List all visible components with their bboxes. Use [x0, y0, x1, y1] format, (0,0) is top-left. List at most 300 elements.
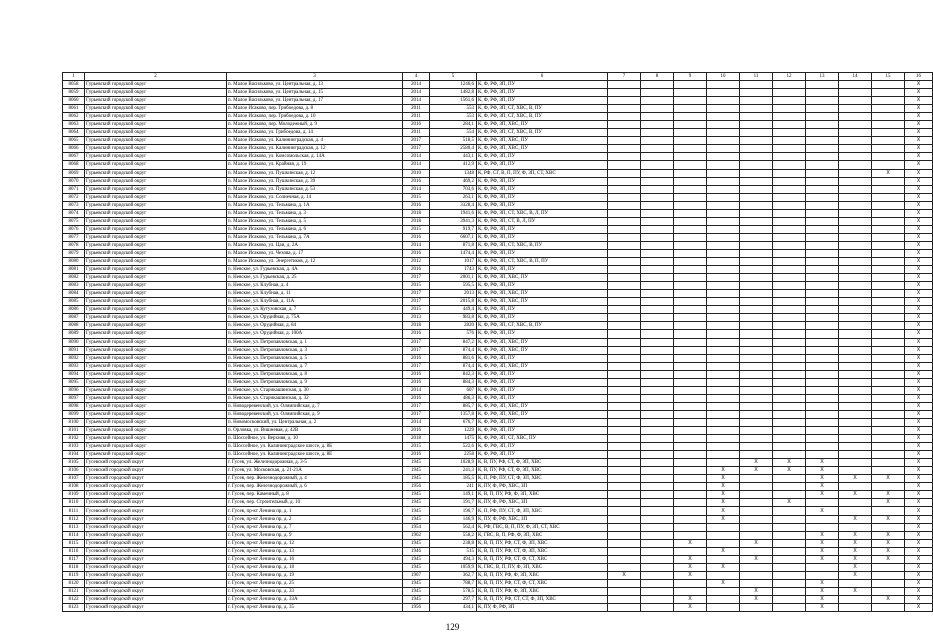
period-mark-cell-col-8: [641, 515, 674, 523]
area-cell: 562,4: [430, 523, 477, 531]
year-cell: 2016: [403, 233, 430, 241]
period-mark-cell-col-12: [773, 547, 806, 555]
table-row: [63, 97, 933, 105]
address-cell: п. Малое Васильково, ул. Центральная, д. 15: [227, 89, 403, 97]
address-cell: г. Гусев, ул. Железнодорожная, д. 3-5: [227, 459, 403, 467]
works-list-cell: К, ПУ, Ф, РФ, ХВС, ЗП: [477, 499, 608, 507]
period-mark-cell-col-10: X: [707, 491, 740, 499]
period-mark-cell-col-8: [641, 386, 674, 394]
period-mark-cell-col-9: [674, 89, 707, 97]
municipality-cell: Гусевский городской округ: [85, 491, 227, 499]
table-row: [63, 507, 933, 515]
period-mark-cell-col-12: [773, 330, 806, 338]
period-mark-cell-col-12: [773, 258, 806, 266]
period-mark-cell-col-13: [806, 89, 839, 97]
period-mark-cell-col-15: [872, 386, 905, 394]
table-row: [63, 467, 933, 475]
table-row: [63, 169, 933, 177]
period-mark-cell-col-12: [773, 298, 806, 306]
area-cell: 847,2: [430, 338, 477, 346]
area-cell: 412,9: [430, 161, 477, 169]
works-list-cell: К, Ф, РФ, ЗП, ХВС, ПУ: [477, 121, 608, 129]
period-mark-cell-col-14: [839, 604, 872, 612]
period-mark-cell-col-10: [707, 298, 740, 306]
period-mark-cell-col-10: [707, 81, 740, 89]
period-mark-cell-col-14: [839, 290, 872, 298]
period-mark-cell-col-9: [674, 258, 707, 266]
period-mark-cell-col-12: [773, 137, 806, 145]
period-mark-cell-col-10: X: [707, 515, 740, 523]
period-mark-cell-col-7: [608, 113, 641, 121]
works-list-cell: К, Ф, РФ, ЗП, ПУ: [477, 161, 608, 169]
period-mark-cell-col-10: [707, 274, 740, 282]
period-mark-cell-col-16: X: [905, 185, 933, 193]
period-mark-cell-col-10: [707, 97, 740, 105]
period-mark-cell-col-11: [740, 105, 773, 113]
period-mark-cell-col-16: X: [905, 451, 933, 459]
period-mark-cell-col-13: [806, 523, 839, 531]
period-mark-cell-col-11: [740, 161, 773, 169]
period-mark-cell-col-11: [740, 443, 773, 451]
period-mark-cell-col-15: [872, 338, 905, 346]
year-cell: 2012: [403, 258, 430, 266]
period-mark-cell-col-7: [608, 515, 641, 523]
municipality-cell: Гусевский городской округ: [85, 596, 227, 604]
period-mark-cell-col-11: [740, 354, 773, 362]
period-mark-cell-col-8: [641, 97, 674, 105]
period-mark-cell-col-14: [839, 338, 872, 346]
period-mark-cell-col-12: [773, 241, 806, 249]
period-mark-cell-col-10: [707, 587, 740, 595]
period-mark-cell-col-15: [872, 217, 905, 225]
period-mark-cell-col-9: [674, 394, 707, 402]
row-number-cell: 8083: [63, 282, 85, 290]
period-mark-cell-col-8: [641, 467, 674, 475]
area-cell: 553: [430, 105, 477, 113]
works-list-cell: К, Ф, РФ, ЗП, ХВС, ПУ: [477, 298, 608, 306]
address-cell: п. Невское, ул. Клубная, д. 4: [227, 282, 403, 290]
period-mark-cell-col-16: X: [905, 282, 933, 290]
period-mark-cell-col-8: [641, 129, 674, 137]
works-list-cell: К, Ф, РФ, ЗП, ПУ: [477, 330, 608, 338]
area-cell: 2580,4: [430, 145, 477, 153]
row-number-cell: 8062: [63, 113, 85, 121]
address-cell: п. Шоссейное, ул. Верхняя, д. 10: [227, 435, 403, 443]
period-mark-cell-col-16: X: [905, 523, 933, 531]
row-number-cell: 8070: [63, 177, 85, 185]
municipality-cell: Гурьевский городской округ: [85, 217, 227, 225]
year-cell: 2015: [403, 306, 430, 314]
row-number-cell: 8100: [63, 418, 85, 426]
period-mark-cell-col-16: X: [905, 193, 933, 201]
period-mark-cell-col-12: [773, 217, 806, 225]
row-number-cell: 8068: [63, 161, 85, 169]
period-mark-cell-col-8: [641, 81, 674, 89]
period-mark-cell-col-13: X: [806, 587, 839, 595]
period-mark-cell-col-13: [806, 443, 839, 451]
period-mark-cell-col-8: [641, 563, 674, 571]
period-mark-cell-col-10: [707, 137, 740, 145]
area-cell: 2015,8: [430, 298, 477, 306]
municipality-cell: Гурьевский городской округ: [85, 169, 227, 177]
period-mark-cell-col-8: [641, 185, 674, 193]
column-number-cell: 4: [403, 73, 430, 81]
period-mark-cell-col-11: [740, 451, 773, 459]
period-mark-cell-col-15: [872, 306, 905, 314]
period-mark-cell-col-14: [839, 201, 872, 209]
year-cell: 1945: [403, 459, 430, 467]
period-mark-cell-col-16: X: [905, 169, 933, 177]
row-number-cell: 8058: [63, 81, 85, 89]
period-mark-cell-col-16: X: [905, 596, 933, 604]
period-mark-cell-col-10: [707, 161, 740, 169]
period-mark-cell-col-9: [674, 370, 707, 378]
area-cell: 196,7: [430, 507, 477, 515]
column-number-cell: 7: [608, 73, 641, 81]
period-mark-cell-col-16: X: [905, 97, 933, 105]
address-cell: п. Малое Исаково, ул. Пушкинская, д. 39: [227, 177, 403, 185]
table-row: [63, 354, 933, 362]
table-row: [63, 137, 933, 145]
address-cell: г. Гусев, пер. Железнодорожный, д. 4: [227, 475, 403, 483]
municipality-cell: Гурьевский городской округ: [85, 402, 227, 410]
period-mark-cell-col-15: [872, 81, 905, 89]
year-cell: 2016: [403, 266, 430, 274]
works-list-cell: К, В, П, ПУ, РФ, Ф, ЗП, ХВС: [477, 491, 608, 499]
period-mark-cell-col-12: [773, 185, 806, 193]
year-cell: 2015: [403, 225, 430, 233]
table-row: [63, 266, 933, 274]
column-number-header-row: [63, 73, 933, 81]
period-mark-cell-col-10: [707, 604, 740, 612]
period-mark-cell-col-8: [641, 330, 674, 338]
table-row: [63, 563, 933, 571]
period-mark-cell-col-16: X: [905, 290, 933, 298]
period-mark-cell-col-10: [707, 443, 740, 451]
period-mark-cell-col-15: [872, 137, 905, 145]
table-row: [63, 145, 933, 153]
register-table: [62, 72, 933, 612]
municipality-cell: Гурьевский городской округ: [85, 161, 227, 169]
period-mark-cell-col-12: [773, 362, 806, 370]
area-cell: 885,7: [430, 402, 477, 410]
period-mark-cell-col-8: [641, 604, 674, 612]
period-mark-cell-col-11: [740, 89, 773, 97]
table-row: [63, 346, 933, 354]
period-mark-cell-col-13: [806, 113, 839, 121]
period-mark-cell-col-7: [608, 427, 641, 435]
period-mark-cell-col-16: X: [905, 153, 933, 161]
period-mark-cell-col-12: [773, 89, 806, 97]
period-mark-cell-col-8: [641, 274, 674, 282]
period-mark-cell-col-13: [806, 362, 839, 370]
period-mark-cell-col-14: [839, 483, 872, 491]
period-mark-cell-col-11: [740, 145, 773, 153]
period-mark-cell-col-10: [707, 145, 740, 153]
period-mark-cell-col-15: X: [872, 475, 905, 483]
period-mark-cell-col-11: [740, 427, 773, 435]
period-mark-cell-col-16: X: [905, 89, 933, 97]
area-cell: 3941,3: [430, 217, 477, 225]
year-cell: 1956: [403, 604, 430, 612]
period-mark-cell-col-7: [608, 322, 641, 330]
address-cell: п. Невское, ул. Старикашинская, д. 30: [227, 386, 403, 394]
period-mark-cell-col-10: [707, 330, 740, 338]
table-row: [63, 402, 933, 410]
period-mark-cell-col-12: [773, 290, 806, 298]
table-row: [63, 121, 933, 129]
period-mark-cell-col-13: [806, 201, 839, 209]
period-mark-cell-col-15: [872, 129, 905, 137]
row-number-cell: 8116: [63, 547, 85, 555]
period-mark-cell-col-14: [839, 418, 872, 426]
row-number-cell: 8073: [63, 201, 85, 209]
address-cell: п. Новодеревенский, ул. Олимпийская, д. 7: [227, 402, 403, 410]
year-cell: 2013: [403, 314, 430, 322]
period-mark-cell-col-11: X: [740, 555, 773, 563]
period-mark-cell-col-7: [608, 129, 641, 137]
period-mark-cell-col-14: X: [839, 563, 872, 571]
period-mark-cell-col-10: [707, 282, 740, 290]
works-list-cell: К, Ф, РФ, ЗП, ХВС, ПУ: [477, 410, 608, 418]
area-cell: 558,2: [430, 531, 477, 539]
period-mark-cell-col-13: [806, 153, 839, 161]
year-cell: 2017: [403, 362, 430, 370]
address-cell: п. Малое Исаково, ул. Пушкинская, д. 53: [227, 185, 403, 193]
period-mark-cell-col-16: X: [905, 499, 933, 507]
table-row: [63, 274, 933, 282]
works-list-cell: К, В, П, ПУ, РФ, Ф, ЗП, ХВС: [477, 587, 608, 595]
row-number-cell: 8105: [63, 459, 85, 467]
address-cell: п. Орловка, ул. Вишневая, д. 42В: [227, 427, 403, 435]
works-list-cell: К, ПУ, Ф, РФ, ЗП: [477, 604, 608, 612]
period-mark-cell-col-10: [707, 217, 740, 225]
area-cell: 1475: [430, 435, 477, 443]
period-mark-cell-col-11: X: [740, 467, 773, 475]
period-mark-cell-col-10: [707, 362, 740, 370]
municipality-cell: Гурьевский городской округ: [85, 338, 227, 346]
table-row: [63, 547, 933, 555]
period-mark-cell-col-10: [707, 233, 740, 241]
period-mark-cell-col-15: [872, 185, 905, 193]
period-mark-cell-col-12: [773, 579, 806, 587]
period-mark-cell-col-11: [740, 579, 773, 587]
address-cell: п. Невское, ул. Клубная, д. 11А: [227, 298, 403, 306]
period-mark-cell-col-9: [674, 427, 707, 435]
period-mark-cell-col-15: [872, 121, 905, 129]
period-mark-cell-col-13: [806, 451, 839, 459]
period-mark-cell-col-13: [806, 322, 839, 330]
period-mark-cell-col-12: [773, 483, 806, 491]
row-number-cell: 8076: [63, 225, 85, 233]
period-mark-cell-col-11: [740, 571, 773, 579]
table-row: [63, 161, 933, 169]
row-number-cell: 8071: [63, 185, 85, 193]
period-mark-cell-col-13: [806, 515, 839, 523]
works-list-cell: К, В, П, ПУ, РФ, СТ, Ф, ЗП, ХВС: [477, 539, 608, 547]
period-mark-cell-col-14: [839, 105, 872, 113]
period-mark-cell-col-9: [674, 249, 707, 257]
period-mark-cell-col-13: [806, 427, 839, 435]
works-list-cell: К, В, П, ПУ, РФ, СТ, Ф, СТ, ХВС: [477, 555, 608, 563]
period-mark-cell-col-8: [641, 258, 674, 266]
period-mark-cell-col-8: [641, 547, 674, 555]
period-mark-cell-col-8: [641, 201, 674, 209]
period-mark-cell-col-9: [674, 193, 707, 201]
period-mark-cell-col-9: [674, 81, 707, 89]
period-mark-cell-col-14: [839, 169, 872, 177]
row-number-cell: 8074: [63, 209, 85, 217]
period-mark-cell-col-9: [674, 491, 707, 499]
municipality-cell: Гусевский городской округ: [85, 475, 227, 483]
period-mark-cell-col-16: X: [905, 362, 933, 370]
year-cell: 2017: [403, 290, 430, 298]
address-cell: п. Невское, ул. Петропавловская, д. 7: [227, 362, 403, 370]
period-mark-cell-col-15: [872, 579, 905, 587]
period-mark-cell-col-14: [839, 177, 872, 185]
period-mark-cell-col-8: [641, 370, 674, 378]
period-mark-cell-col-11: [740, 314, 773, 322]
year-cell: 2018: [403, 435, 430, 443]
period-mark-cell-col-11: [740, 209, 773, 217]
period-mark-cell-col-15: [872, 604, 905, 612]
period-mark-cell-col-8: [641, 338, 674, 346]
period-mark-cell-col-10: [707, 571, 740, 579]
period-mark-cell-col-7: [608, 249, 641, 257]
year-cell: 2017: [403, 346, 430, 354]
row-number-cell: 8092: [63, 354, 85, 362]
year-cell: 2016: [403, 394, 430, 402]
period-mark-cell-col-7: [608, 258, 641, 266]
period-mark-cell-col-11: X: [740, 596, 773, 604]
period-mark-cell-col-8: [641, 354, 674, 362]
year-cell: 1945: [403, 579, 430, 587]
period-mark-cell-col-8: [641, 233, 674, 241]
address-cell: п. Шоссейное, ул. Калининградское шоссе, д. 8Е: [227, 451, 403, 459]
period-mark-cell-col-8: [641, 314, 674, 322]
period-mark-cell-col-16: X: [905, 338, 933, 346]
period-mark-cell-col-16: X: [905, 579, 933, 587]
works-list-cell: К, Ф, РФ, ЗП, ПУ: [477, 427, 608, 435]
table-row: [63, 298, 933, 306]
period-mark-cell-col-9: [674, 459, 707, 467]
period-mark-cell-col-12: [773, 129, 806, 137]
period-mark-cell-col-11: [740, 547, 773, 555]
period-mark-cell-col-15: [872, 145, 905, 153]
period-mark-cell-col-12: [773, 491, 806, 499]
period-mark-cell-col-7: [608, 563, 641, 571]
period-mark-cell-col-14: [839, 153, 872, 161]
address-cell: п. Невское, ул. Гурьевская, д. 4А: [227, 266, 403, 274]
period-mark-cell-col-16: X: [905, 386, 933, 394]
period-mark-cell-col-15: [872, 290, 905, 298]
period-mark-cell-col-13: [806, 386, 839, 394]
period-mark-cell-col-9: [674, 153, 707, 161]
period-mark-cell-col-14: [839, 97, 872, 105]
period-mark-cell-col-13: X: [806, 555, 839, 563]
period-mark-cell-col-7: [608, 459, 641, 467]
period-mark-cell-col-8: [641, 145, 674, 153]
table-row: [63, 282, 933, 290]
area-cell: 1229: [430, 427, 477, 435]
row-number-cell: 8064: [63, 129, 85, 137]
period-mark-cell-col-9: [674, 531, 707, 539]
period-mark-cell-col-10: [707, 370, 740, 378]
period-mark-cell-col-11: [740, 531, 773, 539]
period-mark-cell-col-7: [608, 209, 641, 217]
area-cell: 842,3: [430, 370, 477, 378]
year-cell: 1945: [403, 596, 430, 604]
period-mark-cell-col-13: [806, 241, 839, 249]
area-cell: 515: [430, 547, 477, 555]
period-mark-cell-col-15: [872, 394, 905, 402]
works-list-cell: К, РФ, ГВС, В, П, ПУ, Ф, ЗП, СТ, ХВС: [477, 523, 608, 531]
row-number-cell: 8113: [63, 523, 85, 531]
period-mark-cell-col-9: [674, 121, 707, 129]
period-mark-cell-col-14: [839, 370, 872, 378]
year-cell: 2011: [403, 129, 430, 137]
table-row: [63, 233, 933, 241]
row-number-cell: 8090: [63, 338, 85, 346]
period-mark-cell-col-14: [839, 185, 872, 193]
period-mark-cell-col-14: [839, 354, 872, 362]
period-mark-cell-col-7: [608, 410, 641, 418]
column-number-cell: 2: [85, 73, 227, 81]
period-mark-cell-col-10: [707, 346, 740, 354]
row-number-cell: 8117: [63, 555, 85, 563]
period-mark-cell-col-16: X: [905, 507, 933, 515]
period-mark-cell-col-9: [674, 105, 707, 113]
row-number-cell: 8121: [63, 587, 85, 595]
period-mark-cell-col-7: [608, 443, 641, 451]
table-row: [63, 330, 933, 338]
period-mark-cell-col-7: [608, 579, 641, 587]
period-mark-cell-col-12: [773, 370, 806, 378]
period-mark-cell-col-12: [773, 225, 806, 233]
municipality-cell: Гусевский городской округ: [85, 523, 227, 531]
row-number-cell: 8085: [63, 298, 85, 306]
area-cell: 576: [430, 330, 477, 338]
period-mark-cell-col-12: [773, 338, 806, 346]
area-cell: 2001,1: [430, 274, 477, 282]
period-mark-cell-col-16: X: [905, 177, 933, 185]
period-mark-cell-col-16: X: [905, 427, 933, 435]
period-mark-cell-col-9: [674, 201, 707, 209]
period-mark-cell-col-15: [872, 418, 905, 426]
period-mark-cell-col-10: [707, 201, 740, 209]
period-mark-cell-col-15: X: [872, 539, 905, 547]
period-mark-cell-col-7: [608, 193, 641, 201]
period-mark-cell-col-7: [608, 539, 641, 547]
year-cell: 2016: [403, 378, 430, 386]
row-number-cell: 8067: [63, 153, 85, 161]
area-cell: 518,5: [430, 137, 477, 145]
area-cell: 881,6: [430, 354, 477, 362]
table-row: [63, 306, 933, 314]
period-mark-cell-col-11: [740, 523, 773, 531]
period-mark-cell-col-12: [773, 418, 806, 426]
period-mark-cell-col-14: [839, 346, 872, 354]
period-mark-cell-col-9: X: [674, 555, 707, 563]
period-mark-cell-col-8: [641, 137, 674, 145]
area-cell: 1357,8: [430, 410, 477, 418]
address-cell: г. Гусев, пр-кт Ленина пр, д. 16: [227, 555, 403, 563]
period-mark-cell-col-11: [740, 386, 773, 394]
table-row: [63, 129, 933, 137]
municipality-cell: Гусевский городской округ: [85, 571, 227, 579]
address-cell: г. Гусев, пр-кт Ленина пр, д. 1: [227, 507, 403, 515]
year-cell: 2017: [403, 274, 430, 282]
